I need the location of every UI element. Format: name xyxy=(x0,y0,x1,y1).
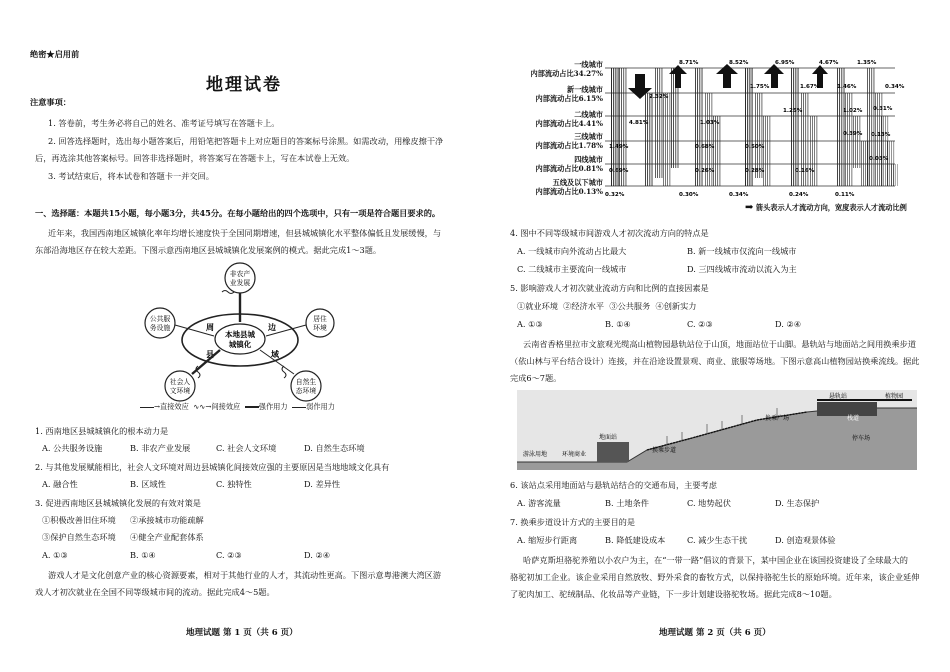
node-housing-label-2: 环境 xyxy=(313,324,327,332)
intro-8a: 哈萨克斯坦骆驼养殖以小农户为主，在“一带一路”倡议的背景下，某中国企业在该国投资建设了全球最大的 xyxy=(523,555,908,565)
flow-bar xyxy=(845,93,846,186)
notice-2: 2. 回答选择题时，选出每小题答案后，用铅笔把答题卡上对应题目的答案标号涂黑。如需改动，用橡皮擦干净 xyxy=(48,136,444,146)
q3-item-4: ④健全产业配套体系 xyxy=(130,532,204,542)
node-culture-label-2: 文环境 xyxy=(169,387,191,395)
flow-bar xyxy=(659,68,660,178)
chart-value-label: 0.69% xyxy=(609,168,629,174)
q5-item-1: ①就业环境 xyxy=(517,301,558,311)
row-label-1: 一线城市 内部流动占比34.27% xyxy=(530,60,603,78)
flow-bar xyxy=(755,93,756,178)
chart-value-label: 2.32% xyxy=(649,94,669,100)
intro-6c: 完成6～7题。 xyxy=(510,373,562,383)
flow-bar xyxy=(713,116,714,186)
flow-bar xyxy=(852,93,853,186)
row-label-5: 四线城市 内部流动占比0.81% xyxy=(535,155,603,173)
center-label-2: 城镇化 xyxy=(228,340,252,349)
q2-option-a[interactable]: A. 融合性 xyxy=(42,479,78,489)
flow-bar xyxy=(849,93,850,186)
q5-item-4: ④创新实力 xyxy=(655,301,697,311)
legend-strong: 强作用力 xyxy=(258,402,288,411)
flow-bar xyxy=(757,93,758,178)
legend-weak: 弱作用力 xyxy=(306,402,335,411)
question-6: 6. 该站点采用地面站与悬轨站结合的交通布局，主要考虑 xyxy=(510,480,717,490)
chart-value-label: 1.46% xyxy=(837,84,857,90)
chart-value-label: 1.25% xyxy=(783,108,803,114)
q1-option-d[interactable]: D. 自然生态环境 xyxy=(304,443,365,453)
flow-bar xyxy=(657,68,658,178)
row-label-3: 二线城市 内部流动占比4.41% xyxy=(535,110,603,128)
flow-bar xyxy=(767,116,768,186)
flow-bar xyxy=(762,93,763,178)
q4-option-d[interactable]: D. 三四线城市流动以流入为主 xyxy=(687,264,797,274)
q5-option-d[interactable]: D. ②④ xyxy=(775,319,802,329)
chart-value-label: 1.49% xyxy=(609,144,629,150)
chart-value-label: 1.02% xyxy=(843,108,863,114)
q3-option-b[interactable]: B. ①④ xyxy=(130,550,156,560)
flow-bar xyxy=(791,68,792,186)
chart-value-label: 6.95% xyxy=(775,60,795,66)
chart-value-label: 1.75% xyxy=(750,84,770,90)
flow-bar xyxy=(855,116,856,168)
chart-value-label: 8.71% xyxy=(679,60,699,66)
station-section-figure xyxy=(517,390,917,470)
chart-value-label: 0.39% xyxy=(843,131,863,137)
flow-bar xyxy=(812,116,813,186)
row-label-4: 三线城市 内部流动占比1.78% xyxy=(535,132,603,150)
label-plank-road: 栈道 xyxy=(847,415,860,422)
question-3: 3. 促进西南地区县城城镇化发展的有效对策是 xyxy=(35,498,201,508)
flow-bar xyxy=(667,93,668,186)
intro-6a: 云南省香格里拉市文旅观光缆高山植物园悬轨站位于山顶，地面站位于山脚。悬轨站与地面站之间用换乘步道 xyxy=(523,339,917,349)
intro-8c: 了驼肉加工、驼绒制品、化妆品等产业链，下一步计划建设骆驼牧场。据此完成8～10题。 xyxy=(510,589,837,599)
flow-bar xyxy=(662,68,663,178)
label-monorail-station: 悬轨站 xyxy=(829,393,848,400)
chart-value-label: 1.67% xyxy=(800,84,820,90)
q3-option-a[interactable]: A. ①③ xyxy=(42,550,68,560)
label-parking: 停车场 xyxy=(852,435,871,442)
ring-label-3: 县 xyxy=(206,350,214,359)
flow-bar xyxy=(663,93,664,186)
flow-bar xyxy=(673,68,674,168)
chart-value-label: 0.13% xyxy=(871,132,891,138)
chart-value-label: 0.24% xyxy=(789,192,809,198)
page-title: 地理试卷 xyxy=(206,75,282,95)
flow-bar xyxy=(861,141,862,186)
node-services-label-1: 公共服 xyxy=(149,315,171,323)
chart-value-label: 8.52% xyxy=(729,60,749,66)
notice-3: 3. 考试结束后，将本试卷和答题卡一并交回。 xyxy=(48,171,214,181)
q5-option-c[interactable]: C. ②③ xyxy=(687,319,713,329)
urbanization-diagram xyxy=(120,262,360,414)
chart-value-label: 0.34% xyxy=(729,192,749,198)
flow-bar xyxy=(671,68,672,168)
flow-bar xyxy=(869,68,870,186)
ground-station-building xyxy=(597,442,629,462)
chart-value-label: 0.11% xyxy=(835,192,855,198)
chart-value-label: 0.32% xyxy=(605,192,625,198)
label-ground-station: 地面站 xyxy=(599,434,618,441)
chart-value-label: 1.35% xyxy=(857,60,877,66)
chart-value-label: 0.26% xyxy=(695,168,715,174)
flow-bar xyxy=(765,116,766,186)
chart-value-label: 0.30% xyxy=(679,192,699,198)
secret-label: 绝密★启用前 xyxy=(30,49,80,59)
ring-label-1: 周 xyxy=(206,323,214,332)
arrow-up-2 xyxy=(716,64,738,88)
node-ecology xyxy=(291,371,321,401)
q3-item-2: ②承接城市功能疏解 xyxy=(130,515,204,525)
legend-direct: 直接效应 xyxy=(160,402,189,411)
intro-1b: 东部沿海地区存在较大差距。下图示意西南地区县城城镇化发展案例的模式。据此完成1～3题。 xyxy=(35,245,382,255)
row-label-2: 新一线城市 内部流动占比6.15% xyxy=(535,85,603,103)
chart-value-label: 0.16% xyxy=(795,168,815,174)
diagram-center xyxy=(215,324,265,354)
node-culture-label-1: 社会人 xyxy=(169,378,191,386)
question-4: 4. 图中不同等级城市间游戏人才初次流动方向的特点是 xyxy=(510,228,709,238)
flow-bar xyxy=(865,141,866,186)
node-ecology-label-2: 态环境 xyxy=(295,387,317,395)
q1-option-a[interactable]: A. 公共服务设施 xyxy=(42,443,103,453)
q3-option-d[interactable]: D. ②④ xyxy=(304,550,331,560)
question-7: 7. 换乘步道设计方式的主要目的是 xyxy=(510,517,636,527)
q2-option-d[interactable]: D. 差异性 xyxy=(304,479,341,489)
q4-option-c[interactable]: C. 二线城市主要流向一线城市 xyxy=(517,264,627,274)
flow-bar xyxy=(860,116,861,168)
q6-option-d[interactable]: D. 生态保护 xyxy=(775,498,820,508)
legend-weak-line xyxy=(292,407,306,408)
section-1-heading: 一、选择题：本题共15小题，每小题3分，共45分。在每小题给出的四个选项中，只有一项是符合题目要求的。 xyxy=(35,208,441,218)
q1-option-c[interactable]: C. 社会人文环境 xyxy=(216,443,277,453)
q5-item-2: ②经济水平 xyxy=(563,301,605,311)
node-industry-label-1: 非农产 xyxy=(229,270,251,278)
flow-bar xyxy=(853,116,854,168)
flow-bar xyxy=(647,93,648,186)
ring-label-2: 边 xyxy=(268,323,276,332)
notice-heading: 注意事项： xyxy=(30,97,71,107)
flow-bar xyxy=(814,116,815,186)
page-2 xyxy=(475,0,950,672)
chart-value-label: 0.34% xyxy=(885,84,905,90)
q3-item-1: ①积极改善旧住环境 xyxy=(42,515,116,525)
center-label-1: 本地县城 xyxy=(225,330,255,339)
page-2-footer: 地理试题 第 2 页（共 6 页） xyxy=(659,628,771,638)
flow-bar xyxy=(645,93,646,186)
notice-2b: 后，再选涂其他答案标号。回答非选择题时，将答案写在答题卡上，写在本试卷上无效。 xyxy=(35,153,355,163)
q6-option-b[interactable]: B. 土地条件 xyxy=(605,498,649,508)
node-culture xyxy=(165,371,195,401)
flow-bar xyxy=(871,68,872,186)
label-env-commerce: 环境商业 xyxy=(562,451,587,458)
flow-bar xyxy=(863,141,864,186)
intro-1a: 近年来，我国西南地区城镇化率年均增长速度快于全国同期增速，但县城城镇化水平整体偏低且发展缓慢，与 xyxy=(48,228,442,238)
flow-bar xyxy=(810,116,811,186)
q7-option-b[interactable]: B. 降低建设成本 xyxy=(605,535,666,545)
flow-bar xyxy=(720,116,721,186)
flow-bar xyxy=(847,93,848,186)
chart-value-label: 0.28% xyxy=(745,168,765,174)
chart-value-label: 0.03% xyxy=(869,156,889,162)
question-5: 5. 影响游戏人才初次就业流动方向和比例的直接因素是 xyxy=(510,283,709,293)
flow-bar xyxy=(649,93,650,186)
q7-option-a[interactable]: A. 缩短步行距离 xyxy=(517,535,578,545)
q1-option-b[interactable]: B. 非农产业发展 xyxy=(130,443,191,453)
intro-4b: 戏人才初次就业在全国不同等级城市间的流动。据此完成4～5题。 xyxy=(35,587,275,597)
question-1: 1. 西南地区县城城镇化的根本动力是 xyxy=(35,426,169,436)
legend-arrow-icon: ➡ xyxy=(745,202,754,213)
flow-bar xyxy=(817,116,818,186)
flow-bar xyxy=(770,116,771,186)
diagram-legend: →直接效应 ∿∿→间接效应 强作用力 弱作用力 xyxy=(140,402,335,412)
row-label-6: 五线及以下城市 内部流动占比0.13% xyxy=(535,178,603,196)
legend-strong-line xyxy=(245,406,259,408)
node-industry xyxy=(225,263,255,293)
flow-bar xyxy=(652,93,653,186)
intro-8b: 骆驼初加工企业。该企业采用自然放牧、野外采食的畜牧方式，以保持骆驼生长的原始环境。近年来，该企业延伸 xyxy=(510,572,920,582)
node-industry-label-2: 业发展 xyxy=(229,279,251,287)
q2-option-c[interactable]: C. 独特性 xyxy=(216,479,252,489)
flow-bar xyxy=(759,93,760,178)
chart-legend-text: 箭头表示人才流动方向，宽度表示人才流动比例 xyxy=(755,203,907,212)
q5-item-3: ③公共服务 xyxy=(609,301,651,311)
flow-bar xyxy=(665,93,666,186)
q6-option-c[interactable]: C. 地势起伏 xyxy=(687,498,731,508)
ring-label-4: 域 xyxy=(271,350,279,359)
node-ecology-label-1: 自然生 xyxy=(295,378,317,386)
q3-item-3: ③保护自然生态环境 xyxy=(42,532,116,542)
legend-direct-line xyxy=(140,407,154,408)
chart-legend xyxy=(745,203,907,213)
q6-option-a[interactable]: A. 游客流量 xyxy=(517,498,561,508)
legend-indirect: 间接效应 xyxy=(211,402,241,411)
monorail-station-building xyxy=(817,402,877,416)
flow-bar xyxy=(763,116,764,186)
chart-value-label: 1.03% xyxy=(700,120,720,126)
chart-value-label: 0.50% xyxy=(745,144,765,150)
flow-bar xyxy=(867,68,868,186)
flow-bar xyxy=(715,116,716,186)
q4-option-b[interactable]: B. 新一线城市仅流向一线城市 xyxy=(687,246,797,256)
label-swimming-land: 游泳用地 xyxy=(523,451,548,458)
label-transfer-square: 换乘广场 xyxy=(765,415,790,422)
notice-1: 1. 答卷前，考生务必将自己的姓名、准考证号填写在答题卡上。 xyxy=(48,118,280,128)
q5-items xyxy=(517,301,696,312)
flow-bar xyxy=(717,116,718,186)
q2-option-b[interactable]: B. 区域性 xyxy=(130,479,166,489)
q4-option-a[interactable]: A. 一线城市向外流动占比最大 xyxy=(517,246,627,256)
page-1-footer: 地理试题 第 1 页（共 6 页） xyxy=(186,628,298,638)
intro-4a: 游戏人才是文化创意产业的核心资源要素，相对于其他行业的人才，其流动性更高。下图示意粤港澳大湾区游 xyxy=(48,570,442,580)
q5-option-b[interactable]: B. ①④ xyxy=(605,319,631,329)
chart-value-label: 4.67% xyxy=(819,60,839,66)
node-services xyxy=(145,308,175,338)
label-transfer-walkway: 换乘步道 xyxy=(652,447,677,454)
flow-bar xyxy=(670,93,671,186)
chart-value-label: 0.68% xyxy=(695,144,715,150)
flow-bar xyxy=(857,116,858,168)
chart-value-label: 0.31% xyxy=(873,106,893,112)
chart-value-label: 4.81% xyxy=(629,120,649,126)
talent-flow-chart xyxy=(605,58,905,204)
flow-bar xyxy=(655,68,656,178)
legend-indirect-wave: ∿∿→ xyxy=(193,402,212,411)
node-housing-label-1: 居住 xyxy=(313,315,327,323)
q5-option-a[interactable]: A. ①③ xyxy=(517,319,543,329)
flow-bar xyxy=(793,68,794,186)
node-housing xyxy=(306,309,334,337)
question-2: 2. 与其他发展赋能相比，社会人文环境对周边县城镇化间接效应强的主要原因是当地地域文化具有 xyxy=(35,462,390,472)
intro-6b: （依山林与平台结合设计）连接，并在沿途设置景观、商业、旅服等场地。下图示意高山植物园站换乘流线。据此 xyxy=(510,356,920,366)
q3-option-c[interactable]: C. ②③ xyxy=(216,550,242,560)
node-services-label-2: 务设施 xyxy=(149,324,171,332)
q7-option-d[interactable]: D. 创造观景体验 xyxy=(775,535,836,545)
q7-option-c[interactable]: C. 减少生态干扰 xyxy=(687,535,748,545)
flow-bar xyxy=(874,68,875,186)
label-botanical-garden: 植物园 xyxy=(885,393,904,400)
